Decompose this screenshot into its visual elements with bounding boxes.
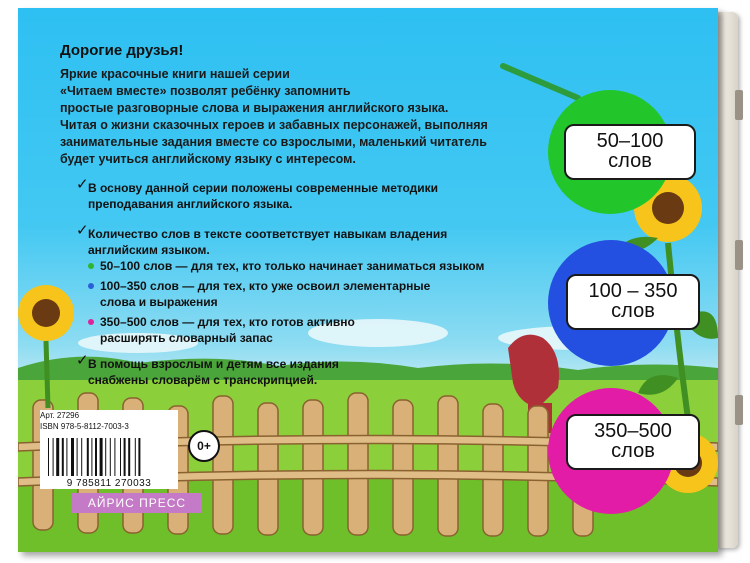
bullet-line: расширять словарный запас bbox=[100, 331, 273, 345]
level-label-350-500 bbox=[566, 414, 700, 470]
check-item bbox=[76, 352, 339, 388]
barcode-bar bbox=[71, 438, 74, 476]
barcode-bar bbox=[87, 438, 89, 476]
magenta-dot-icon bbox=[88, 319, 94, 325]
spine-clip bbox=[735, 90, 743, 120]
intro-line: будет учиться английскому языку с интересом. bbox=[60, 152, 356, 166]
level-unit: слов bbox=[611, 440, 655, 462]
isbn: ISBN 978-5-8112-7003-3 bbox=[40, 422, 129, 431]
intro-paragraph bbox=[60, 66, 530, 168]
barcode-bar bbox=[138, 438, 140, 476]
barcode-bar bbox=[135, 438, 136, 476]
intro-line: Читая о жизни сказочных героев и забавных персонажей, выполняя bbox=[60, 118, 488, 132]
level-unit: слов bbox=[608, 150, 652, 172]
checkmark-icon: ✓ bbox=[76, 352, 89, 369]
level-range: 50–100 bbox=[596, 130, 664, 152]
barcode-bar bbox=[66, 438, 67, 476]
level-bullet bbox=[100, 278, 430, 310]
article-number: Арт. 27296 bbox=[40, 411, 80, 420]
level-label-50-100 bbox=[564, 124, 696, 180]
level-range: 350–500 bbox=[594, 420, 672, 442]
check-line: английским языком. bbox=[88, 243, 210, 257]
spine-clip bbox=[735, 395, 743, 425]
green-dot-icon bbox=[88, 263, 94, 269]
check-line: преподавания английского языка. bbox=[88, 197, 293, 211]
intro-line: занимательные задания вместе со взрослыми, маленький читатель bbox=[60, 135, 487, 149]
checkmark-icon: ✓ bbox=[76, 222, 89, 239]
book-back-cover bbox=[18, 8, 718, 552]
check-line: В основу данной серии положены современные методики bbox=[88, 181, 439, 195]
bullet-line: 50–100 слов — для тех, кто только начинает заниматься языком bbox=[100, 259, 485, 273]
barcode-bar bbox=[114, 438, 115, 476]
barcode-bar bbox=[53, 438, 54, 476]
barcode-bar bbox=[120, 438, 121, 476]
level-bullet bbox=[100, 314, 355, 346]
barcode-bar bbox=[62, 438, 64, 476]
barcode-bar bbox=[100, 438, 103, 476]
intro-line: Яркие красочные книги нашей серии bbox=[60, 67, 290, 81]
check-line: В помощь взрослым и детям все издания bbox=[88, 357, 339, 371]
greeting-title: Дорогие друзья! bbox=[60, 42, 184, 59]
level-range: 100 – 350 bbox=[588, 280, 678, 302]
barcode-bar bbox=[48, 438, 49, 476]
publisher-logo: АЙРИС ПРЕСС bbox=[72, 493, 202, 513]
intro-line: простые разговорные слова и выражения английского языка. bbox=[60, 101, 449, 115]
barcode bbox=[40, 434, 178, 478]
barcode-bar bbox=[128, 438, 130, 476]
check-line: снабжены словарём с транскрипцией. bbox=[88, 373, 318, 387]
check-line: Количество слов в тексте соответствует навыкам владения bbox=[88, 227, 448, 241]
age-rating-badge: 0+ bbox=[188, 430, 220, 462]
barcode-number: 9 785811 270033 bbox=[40, 478, 178, 489]
bullet-line: слова и выражения bbox=[100, 295, 218, 309]
checkmark-icon: ✓ bbox=[76, 176, 89, 193]
level-unit: слов bbox=[611, 300, 655, 322]
barcode-bar bbox=[105, 438, 106, 476]
spine-clip bbox=[735, 240, 743, 270]
intro-line: «Читаем вместе» позволят ребёнку запомнить bbox=[60, 84, 351, 98]
bullet-line: 350–500 слов — для тех, кто готов активно bbox=[100, 315, 355, 329]
barcode-bar bbox=[110, 438, 111, 476]
barcode-bar bbox=[81, 438, 82, 476]
check-item bbox=[76, 176, 439, 212]
barcode-bar bbox=[91, 438, 92, 476]
barcode-bar bbox=[95, 438, 97, 476]
level-label-100-350 bbox=[566, 274, 700, 330]
barcode-bar bbox=[124, 438, 126, 476]
level-bullet bbox=[100, 258, 484, 274]
check-item bbox=[76, 222, 448, 258]
blue-dot-icon bbox=[88, 283, 94, 289]
barcode-bar bbox=[77, 438, 78, 476]
bullet-line: 100–350 слов — для тех, кто уже освоил элементарные bbox=[100, 279, 431, 293]
barcode-bar bbox=[56, 438, 59, 476]
